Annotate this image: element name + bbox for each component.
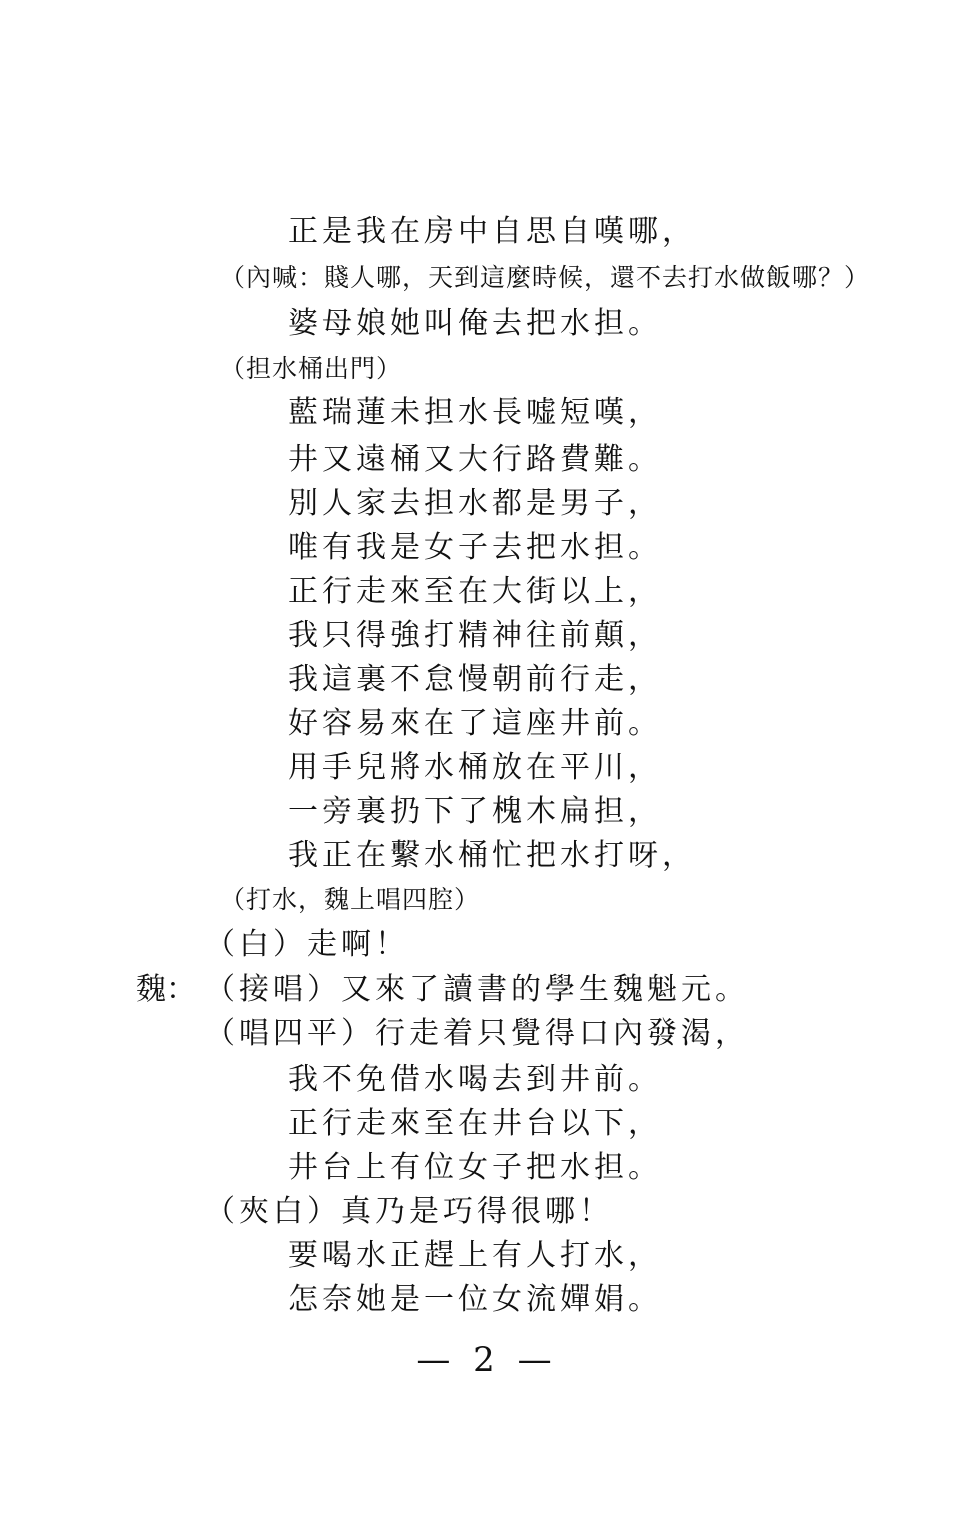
verse-line: 要喝水正趕上有人打水，	[288, 1238, 662, 1273]
verse-line: 一旁裏扔下了槐木扁担，	[288, 794, 662, 829]
stage-direction: （担水桶出門）	[220, 354, 403, 383]
verse-line: 我不免借水喝去到井前。	[288, 1062, 662, 1097]
verse-line: 用手兒將水桶放在平川，	[288, 750, 662, 785]
verse-line: 好容易來在了這座井前。	[288, 706, 662, 741]
verse-line: 正是我在房中自思自嘆哪，	[288, 214, 696, 249]
verse-line: 井又遠桶又大行路費難。	[288, 442, 662, 477]
verse-line: 婆母娘她叫俺去把水担。	[288, 306, 662, 341]
verse-line: 唯有我是女子去把水担。	[288, 530, 662, 565]
verse-line: 我正在繫水桶忙把水打呀，	[288, 838, 696, 873]
verse-line: 藍瑞蓮未担水長嘘短嘆，	[288, 395, 662, 430]
spoken-line: （夾白）真乃是巧得很哪！	[205, 1194, 613, 1229]
verse-line: 怎奈她是一位女流嬋娟。	[288, 1282, 662, 1317]
verse-line: 正行走來至在井台以下，	[288, 1106, 662, 1141]
sung-line: （接唱）又來了讀書的學生魏魁元。	[205, 972, 749, 1007]
stage-direction: （打水，魏上唱四腔）	[220, 885, 481, 914]
verse-line: 別人家去担水都是男子，	[288, 486, 662, 521]
verse-line: 正行走來至在大街以上，	[288, 574, 662, 609]
verse-line: 我這裏不怠慢朝前行走，	[288, 662, 662, 697]
page-number: — 2 —	[416, 1340, 558, 1380]
spoken-line: （白）走啊！	[205, 927, 409, 962]
verse-line: 井台上有位女子把水担。	[288, 1150, 662, 1185]
stage-direction: （內喊：賤人哪，天到這麼時候，還不去打水做飯哪？）	[220, 263, 871, 292]
sung-line: （唱四平）行走着只覺得口內發渴，	[205, 1016, 749, 1051]
speaker-label: 魏：	[136, 972, 196, 1007]
verse-line: 我只得強打精神往前顛，	[288, 618, 662, 653]
